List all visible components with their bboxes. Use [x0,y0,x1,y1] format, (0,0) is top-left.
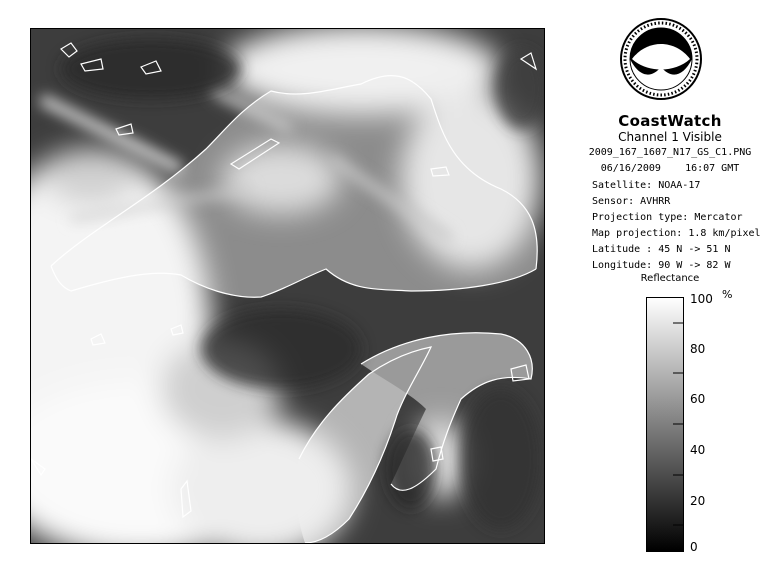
channel-subtitle: Channel 1 Visible [618,130,722,144]
colorbar-tick-0: 0 [690,540,698,554]
noaa-logo [619,17,703,101]
meta-sensor: Sensor: AVHRR [592,196,671,207]
image-filename: 2009_167_1607_N17_GS_C1.PNG [588,147,752,158]
colorbar-label: Reflectance [640,273,700,284]
colorbar-unit: % [722,288,733,301]
logo-text: NOAA [644,47,678,58]
meta-satellite: Satellite: NOAA-17 [592,180,701,191]
colorbar-tick-80: 80 [690,342,706,356]
image-time: 16:07 GMT [685,163,740,174]
product-title: CoastWatch [618,112,722,130]
meta-projection-type: Projection type: Mercator [592,212,743,223]
image-date: 06/16/2009 [600,163,661,174]
colorbar-tick-100: 100 [690,292,713,306]
colorbar-tick-60: 60 [690,392,706,406]
colorbar [646,297,684,552]
meta-latitude: Latitude : 45 N -> 51 N [592,244,731,255]
satellite-image [30,28,545,544]
meta-longitude: Longitude: 90 W -> 82 W [592,260,731,271]
colorbar-tick-40: 40 [690,443,706,457]
meta-map-projection: Map projection: 1.8 km/pixel [592,228,761,239]
image-datetime [565,163,775,174]
colorbar-tick-20: 20 [690,494,706,508]
